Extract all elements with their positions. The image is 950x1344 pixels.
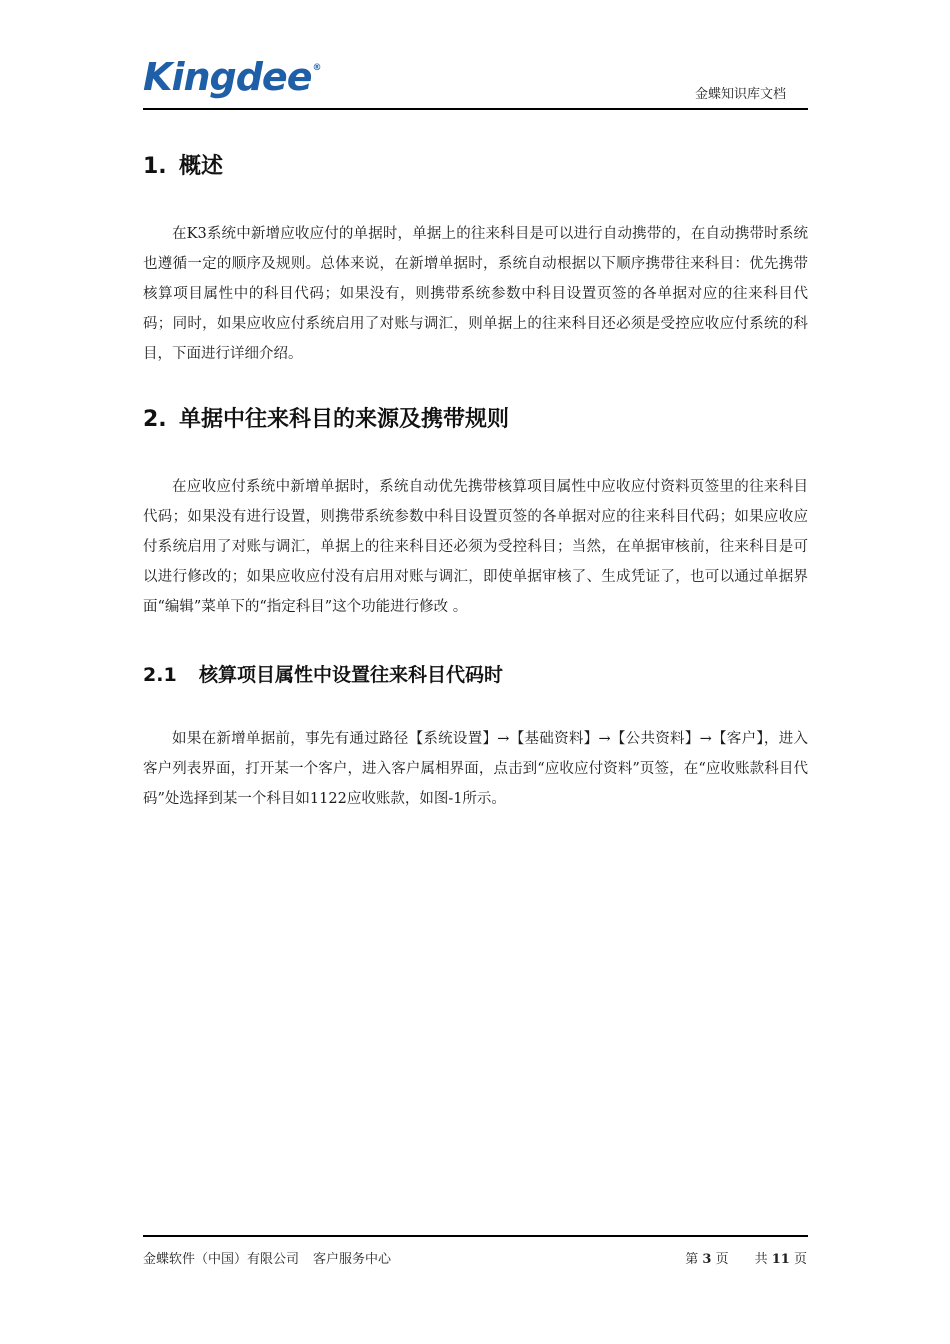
section-1-paragraph: 在K3系统中新增应收应付的单据时，单据上的往来科目是可以进行自动携带的，在自动携带时系统也遵循一定的顺序及规则。总体来说，在新增单据时，系统自动根据以下顺序携带往来科目：优先携带核算项目属性中的科目代码；如果没有，则携带系统参数中科目设置页签的各单据对应的往来科目代码；同时，如果应收应付系统启用了对账与调汇，则单据上的往来科目还必须是受控应收应付系统的科目，下面进行详细介绍。	[143, 226, 808, 362]
section-2-heading	[143, 405, 808, 435]
header-doc-label: 金蝶知识库文档	[694, 87, 786, 102]
logo-text: Kingdee	[143, 55, 312, 99]
total-suffix: 页	[793, 1252, 807, 1267]
section-2-number: 2.	[143, 407, 167, 432]
section-2-1-number: 2.1	[143, 664, 177, 686]
footer-department: 客户服务中心	[313, 1252, 392, 1267]
logo-registered-mark: ®	[312, 63, 321, 73]
kingdee-logo	[143, 55, 321, 99]
section-1-heading	[143, 152, 808, 182]
footer-page-info	[685, 1248, 807, 1267]
footer-divider	[143, 1235, 808, 1237]
total-pages: 11	[771, 1252, 790, 1267]
page-prefix: 第	[685, 1252, 699, 1267]
section-2-1-paragraph: 如果在新增单据前，事先有通过路径【系统设置】→【基础资料】→【公共资料】→【客户】，进入客户列表界面，打开某一个客户，进入客户属相界面，点击到“应收应付资料”页签，在“应收账款科目代码”处选择到某一个科目如1122应收账款，如图-1所示。	[143, 731, 808, 807]
footer-company: 金蝶软件（中国）有限公司	[143, 1252, 300, 1267]
section-2-1-title: 核算项目属性中设置往来科目代码时	[199, 664, 504, 686]
document-body	[143, 140, 808, 814]
section-2-paragraph: 在应收应付系统中新增单据时，系统自动优先携带核算项目属性中应收应付资料页签里的往来科目代码；如果没有进行设置，则携带系统参数中科目设置页签的各单据对应的往来科目代码；如果应收应付系统启用了对账与调汇，单据上的往来科目还必须为受控科目；当然，在单据审核前，往来科目是可以进行修改的；如果应收应付没有启用对账与调汇，即使单据审核了、生成凭证了，也可以通过单据界面“编辑”菜单下的“指定科目”这个功能进行修改 。	[143, 479, 808, 615]
page-suffix: 页	[715, 1252, 729, 1267]
header-divider	[143, 108, 808, 110]
page-number: 3	[702, 1252, 712, 1267]
section-2-1-heading	[143, 662, 808, 688]
total-prefix: 共	[754, 1252, 768, 1267]
section-1-number: 1.	[143, 154, 167, 179]
section-2-title: 单据中往来科目的来源及携带规则	[179, 407, 510, 432]
section-1-title: 概述	[179, 154, 224, 179]
footer-company-info	[143, 1248, 391, 1267]
